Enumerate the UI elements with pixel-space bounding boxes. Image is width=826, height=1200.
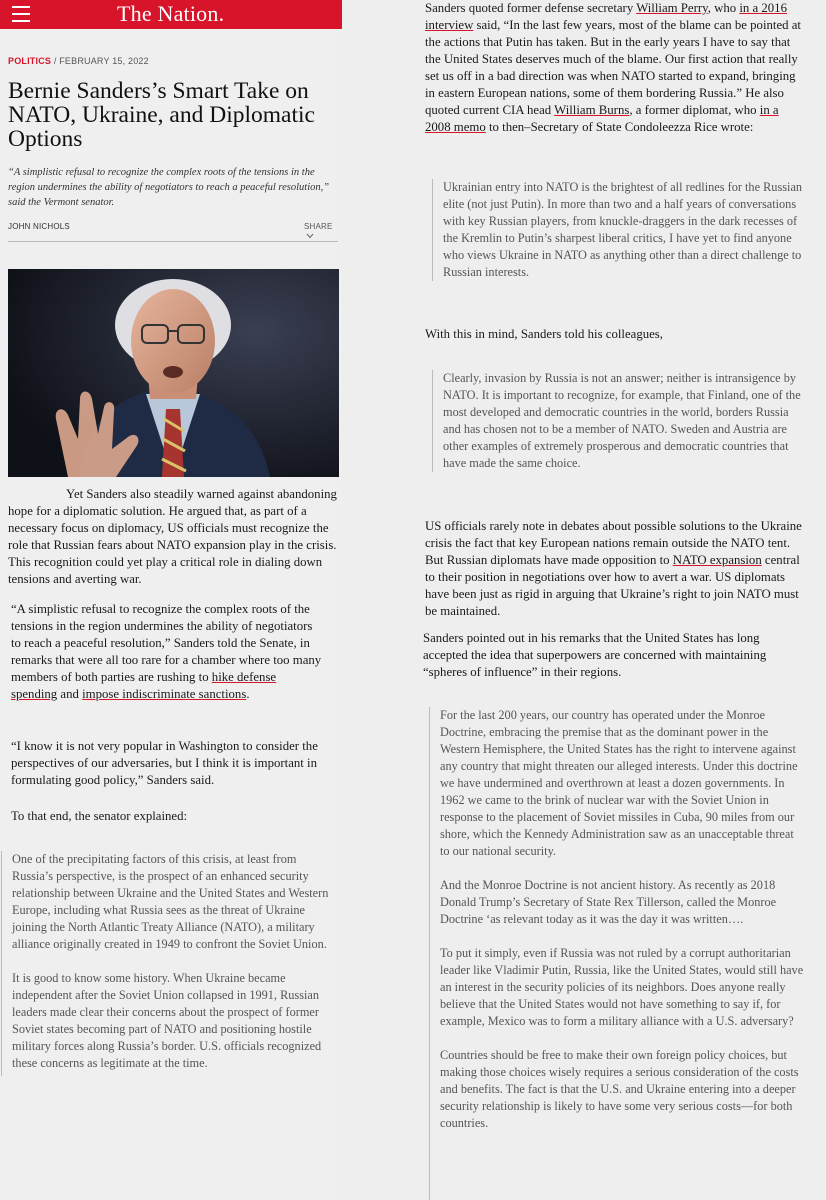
share-label: SHARE — [304, 222, 333, 231]
right-column — [342, 0, 826, 1200]
site-logo[interactable]: The Nation. — [117, 1, 225, 26]
site-header — [0, 0, 342, 29]
quote-paragraph: Countries should be free to make their own foreign policy choices, but making those choices wisely requires a serious consideration of the costs and benefits. The fact is that the U.S. and Ukraine entering into a deeper security relationship is likely to have some very serious costs—for both countries. — [440, 1048, 799, 1130]
body-paragraph: Sanders quoted former defense secretary William Perry, who in a 2016 interview said, “In the last few years, most of the blame can be pointed at the actions that Putin has taken. But in the early years I have to say that the United States deserves much of the blame. Our first action that really set us off in a bad direction was when NATO started to expand, bringing in eastern European nations, some of them bordering Russia.” He also quoted current CIA head William Burns, a former diplomat, who in a 2008 memo to then–Secretary of State Condoleezza Rice wrote: — [425, 1, 801, 134]
quote-paragraph: One of the precipitating factors of this crisis, at least from Russia’s perspective, is the prospect of an enhanced security relationship between Ukraine and the United States and Western Europe, including what Russia sees as the threat of Ukraine joining the North Atlantic Treaty Alliance (NATO), a military alliance originally created in 1949 to confront the Soviet Union. — [12, 852, 329, 951]
blockquote — [432, 370, 804, 472]
quote-paragraph: For the last 200 years, our country has operated under the Monroe Doctrine, embracing the premise that as the dominant power in the Western Hemisphere, the United States has the right to intervene against any country that might threaten our alleged interests. Under this doctrine we have undermined and overthrown at least a dozen governments. In 1962 we came to the brink of nuclear war with the Soviet Union in response to the placement of Soviet missiles in Cuba, 90 miles from our shore, which the Kennedy Administration saw as an unacceptable threat to our national security. — [440, 708, 798, 858]
share-button[interactable] — [304, 222, 342, 240]
2016-interview-link[interactable]: in a 2016 interview — [425, 1, 787, 32]
body-paragraph: “A simplistic refusal to recognize the complex roots of the tensions in the region undermines the ability of negotiators to reach a peaceful resolution,” Sanders told the Senate, in remarks that were all too rare for a chamber where too many members of both parties are rushing to hike defense spending and impose indiscriminate sanctions. — [11, 602, 322, 701]
author-byline[interactable]: JOHN NICHOLS — [8, 222, 70, 231]
article-headline: Bernie Sanders’s Smart Take on NATO, Ukraine, and Diplomatic Options — [8, 78, 315, 152]
category-link[interactable]: POLITICS — [8, 56, 52, 66]
quote-paragraph: Clearly, invasion by Russia is not an answer; neither is intransigence by NATO. It is important to recognize, for example, that Finland, one of the most developed and democratic countries in the world, borders Russia and has chosen not to be a member of NATO. Sweden and Austria are other examples of extremely prosperous and democratic countries that have made the same choice. — [443, 371, 801, 470]
body-paragraph: Yet Sanders also steadily warned against abandoning hope for a diplomatic solution. He argued that, as part of a necessary focus on diplomacy, US officials must recognize the role that Russian fears about NATO expansion play in the crisis. This recognition could yet play a critical role in dialing down tensions and averting war. — [8, 487, 337, 586]
article-dek: “A simplistic refusal to recognize the complex roots of the tensions in the region undermines the ability of negotiators to reach a peaceful resolution,” said the Vermont senator. — [8, 167, 330, 208]
body-paragraph: “I know it is not very popular in Washington to consider the perspectives of our adversaries, but I think it is important in formulating good policy,” Sanders said. — [11, 739, 318, 787]
william-burns-link[interactable]: William Burns — [554, 103, 630, 117]
quote-paragraph: To put it simply, even if Russia was not ruled by a corrupt authoritarian leader like Vladimir Putin, Russia, like the United States, would still have an interest in the security policies of its neighbors. Does anyone really believe that the United States would not have something to say if, for example, Mexico was to form a military alliance with a U.S. adversary? — [440, 946, 804, 1028]
quote-paragraph: It is good to know some history. When Ukraine became independent after the Soviet Union collapsed in 1991, Russian leaders made clear their concerns about the prospect of former Soviet states becoming part of NATO and positioning hostile military forces along Russia’s border. U.S. officials recognized these concerns as legitimate at the time. — [12, 971, 322, 1070]
left-column — [0, 0, 342, 1200]
body-paragraph: To that end, the senator explained: — [11, 809, 188, 823]
body-paragraph: With this in mind, Sanders told his colleagues, — [425, 327, 663, 341]
body-paragraph: Sanders pointed out in his remarks that the United States has long accepted the idea that superpowers are concerned with maintaining “spheres of influence” in their regions. — [423, 631, 767, 679]
quote-paragraph: Ukrainian entry into NATO is the brightest of all redlines for the Russian elite (not just Putin). In more than two and a half years of conversations with key Russian players, from knuckle-draggers in the dark recesses of the Kremlin to Putin’s sharpest liberal critics, I have yet to find anyone who views Ukraine in NATO as anything other than a direct challenge to Russian interests. — [443, 180, 803, 279]
chevron-down-icon — [306, 233, 314, 239]
publish-date: / FEBRUARY 15, 2022 — [53, 56, 149, 66]
divider — [8, 241, 338, 242]
article-photo — [8, 269, 339, 477]
blockquote — [1, 851, 339, 1076]
hike-defense-spending-link[interactable]: hike defense spending — [11, 670, 277, 701]
impose-sanctions-link[interactable]: impose indiscriminate sanctions — [82, 687, 247, 701]
william-perry-link[interactable]: William Perry — [636, 1, 708, 15]
article-kicker — [8, 56, 149, 66]
hamburger-menu-icon[interactable] — [12, 6, 30, 22]
blockquote — [432, 179, 804, 281]
body-paragraph: US officials rarely note in debates about possible solutions to the Ukraine crisis the fact that key European nations remain outside the NATO tent. But Russian diplomats have made opposition to NATO expansion central to their position in negotiations over how to avert a war. US diplomats have been just as rigid in arguing that Ukraine’s right to join NATO must be maintained. — [425, 519, 802, 618]
blockquote — [429, 707, 804, 1200]
2008-memo-link[interactable]: in a 2008 memo — [425, 103, 779, 134]
nato-expansion-link[interactable]: NATO expansion — [672, 553, 762, 567]
quote-paragraph: And the Monroe Doctrine is not ancient history. As recently as 2018 Donald Trump’s Secretary of State Rex Tillerson, called the Monroe Doctrine ‘as relevant today as it was the day it was written…. — [440, 878, 777, 926]
